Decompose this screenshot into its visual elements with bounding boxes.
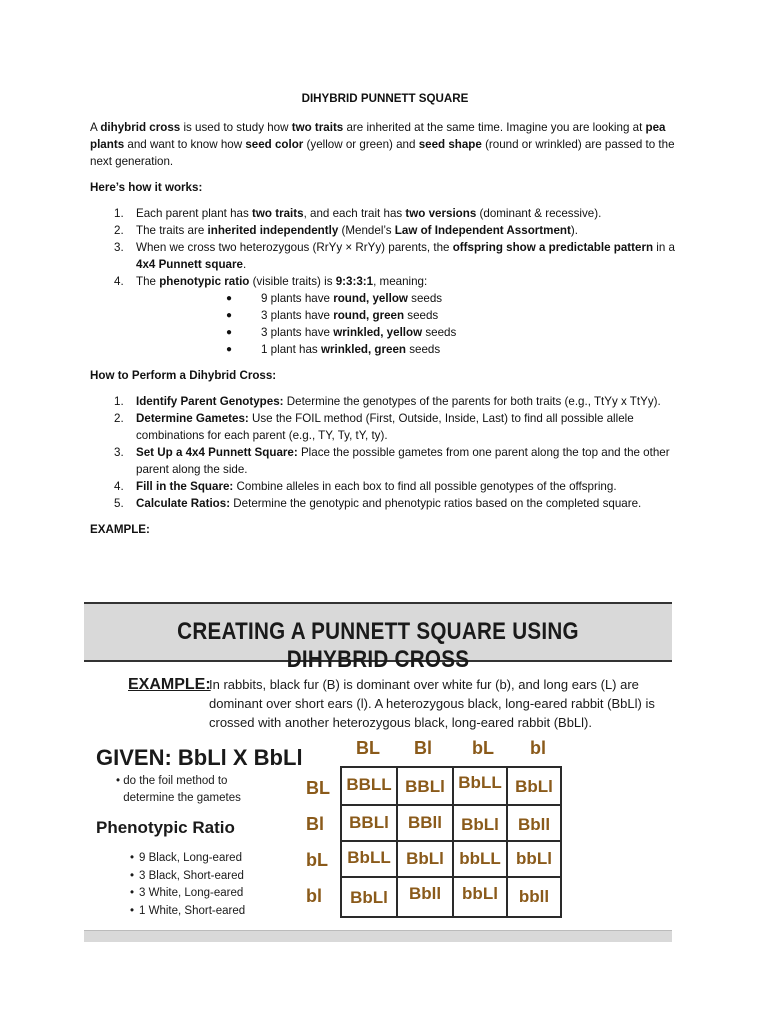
list-bold: 9:3:3:1 (335, 275, 374, 288)
list-text: The (136, 275, 160, 288)
list-text: Each parent plant has (136, 207, 253, 220)
bullet-text: 1 plant has (261, 343, 321, 356)
list-bold: offspring show a predictable pattern (452, 241, 654, 254)
perform-list (90, 393, 680, 512)
list-bold: 4x4 Punnett square (136, 258, 243, 271)
punnett-cell: BbLl (515, 777, 553, 796)
list-number: 5. (114, 497, 124, 510)
list-number: 1. (114, 395, 124, 408)
list-bold: Calculate Ratios: (136, 497, 231, 510)
punnett-cell: Bbll (408, 884, 442, 903)
intro-text: and want to know how (124, 138, 246, 151)
pheno-text: 9 Black, Long-eared (139, 852, 242, 864)
document-title: DIHYBRID PUNNETT SQUARE (301, 92, 469, 105)
bullet-item (136, 324, 680, 341)
punnett-cell: BbLl (350, 888, 388, 907)
figure-bottom-bar (84, 930, 672, 942)
document-body (90, 90, 680, 547)
bullet-item (136, 290, 680, 307)
punnett-cell: bbLl (516, 849, 552, 868)
punnett-square-figure (84, 602, 672, 940)
list-text: Determine the genotypic and phenotypic ratios based on the completed square. (230, 497, 642, 510)
list-number: 2. (114, 412, 124, 425)
intro-text: is used to study how (180, 121, 292, 134)
intro-bold: seed shape (418, 138, 482, 151)
bullet-icon: ● (226, 344, 233, 355)
pheno-text: 3 White, Long-eared (139, 887, 244, 899)
side-gamete: bL (306, 850, 328, 870)
list-text: Place the possible gametes from one parent along the top and the other parent along the side. (136, 446, 670, 476)
list-bold: Identify Parent Genotypes: (136, 395, 284, 408)
intro-bold: dihybrid cross (100, 121, 181, 134)
pheno-text: 1 White, Short-eared (139, 904, 246, 917)
list-text: (dominant & recessive). (476, 207, 602, 220)
list-text: , meaning: (373, 275, 428, 288)
perform-heading: How to Perform a Dihybrid Cross: (90, 369, 277, 382)
punnett-cell: BbLL (458, 773, 502, 792)
figure-title: CREATING A PUNNETT SQUARE USING DIHYBRID CROSS (177, 618, 579, 673)
list-bold: Determine Gametes: (136, 412, 249, 425)
bullet-icon: • (130, 869, 135, 882)
list-bold: Law of Independent Assortment (394, 224, 571, 237)
side-gamete: Bl (306, 814, 324, 834)
bullet-item (136, 307, 680, 324)
bullet-icon: • (130, 887, 135, 899)
punnett-cell: bbLL (459, 849, 501, 868)
intro-text: (round or wrinkled) are passed to the next generation. (90, 138, 675, 168)
figure-example-label: EXAMPLE: (128, 676, 211, 693)
punnett-cell: BbLL (347, 848, 391, 867)
list-item (90, 222, 680, 239)
punnett-cell: BbLl (406, 849, 444, 868)
list-number: 2. (114, 224, 124, 237)
list-bold: phenotypic ratio (159, 275, 250, 288)
list-text: Use the FOIL method (First, Outside, Inside, Last) to find all possible allele combinations for each parent (e.g., TY, Ty, tY, ty). (136, 412, 634, 442)
list-text: When we cross two heterozygous (RrYy × RrYy) parents, the (136, 241, 453, 254)
list-item (90, 444, 680, 478)
top-gamete: bl (530, 738, 546, 758)
list-item (90, 410, 680, 444)
phenotypic-ratio-list (130, 850, 245, 920)
punnett-grid (340, 766, 562, 918)
list-bold: inherited independently (207, 224, 339, 237)
list-bold: two traits (252, 207, 304, 220)
bullet-text: seeds (404, 309, 439, 322)
list-text: Combine alleles in each box to find all possible genotypes of the offspring. (233, 480, 617, 493)
list-item (130, 850, 245, 868)
how-it-works-list (90, 205, 680, 358)
intro-bold: seed color (245, 138, 304, 151)
intro-text: (yellow or green) and (303, 138, 419, 151)
punnett-cell: Bbll (517, 815, 551, 834)
bullet-bold: wrinkled, green (320, 343, 406, 356)
bullet-bold: wrinkled, yellow (333, 326, 423, 339)
list-item (130, 903, 245, 921)
list-item (90, 393, 680, 410)
figure-example-text: In rabbits, black fur (B) is dominant over white fur (b), and long ears (L) are dominant over short ears (l). A heterozygous black, long-eared rabbit (BbLl) is crossed with another heterozygous black, long-eared rabbit (BbLl). (209, 677, 655, 730)
intro-text: A (90, 121, 101, 134)
figure-banner (84, 602, 672, 673)
grid-line (342, 804, 560, 806)
list-number: 3. (114, 446, 124, 459)
top-gamete: BL (356, 738, 380, 758)
bullet-text: seeds (422, 326, 457, 339)
grid-line (342, 840, 560, 842)
list-bold: Fill in the Square: (136, 480, 234, 493)
intro-bold: two traits (291, 121, 344, 134)
bullet-icon: ● (226, 293, 233, 304)
phenotypic-ratio-title: Phenotypic Ratio (96, 818, 235, 837)
list-text: ). (570, 224, 578, 237)
bullet-text: 3 plants have (261, 309, 334, 322)
given-cross: GIVEN: BbLl X BbLl (96, 745, 303, 770)
top-gamete: Bl (414, 738, 432, 758)
pheno-text: 3 Black, Short-eared (139, 869, 244, 882)
ratio-bullet-list (136, 290, 680, 358)
list-number: 4. (114, 275, 124, 288)
list-bold: Set Up a 4x4 Punnett Square: (136, 446, 298, 459)
how-it-works-heading: Here’s how it works: (90, 181, 203, 194)
bullet-bold: round, yellow (333, 292, 408, 305)
bullet-text: 9 plants have (261, 292, 334, 305)
list-text: in a (653, 241, 675, 254)
list-number: 4. (114, 480, 124, 493)
list-item (90, 239, 680, 273)
punnett-cell: BBLl (349, 813, 389, 832)
punnett-cell: BBLl (405, 777, 445, 796)
intro-text: are inherited at the same time. Imagine you are looking at (343, 121, 646, 134)
list-number: 3. (114, 241, 124, 254)
list-text: , and each trait has (303, 207, 406, 220)
punnett-cell: BBLL (346, 775, 392, 794)
bullet-item (136, 341, 680, 358)
list-item (90, 273, 680, 358)
list-item (90, 495, 680, 512)
bullet-icon: ● (226, 310, 233, 321)
example-heading: EXAMPLE: (90, 523, 150, 536)
given-note (116, 773, 263, 807)
list-text: (Mendel’s (338, 224, 395, 237)
punnett-cell: bbll (518, 887, 550, 906)
punnett-cell: bbLl (462, 884, 498, 903)
list-text: (visible traits) is (249, 275, 336, 288)
intro-bold: pea plants (90, 121, 666, 151)
bullet-icon: • (130, 852, 135, 864)
list-number: 1. (114, 207, 124, 220)
bullet-text: seeds (406, 343, 441, 356)
side-gamete: BL (306, 778, 330, 798)
given-note-text: do the foil method to determine the gametes (123, 775, 241, 804)
top-gamete: bL (472, 738, 494, 758)
grid-line (342, 876, 560, 878)
bullet-icon: • (130, 904, 135, 917)
bullet-icon: ● (226, 327, 233, 338)
list-item (90, 478, 680, 495)
punnett-cell: BbLl (461, 815, 499, 834)
bullet-bold: round, green (333, 309, 405, 322)
list-item (130, 885, 245, 903)
bullet-text: seeds (407, 292, 443, 305)
list-text: The traits are (136, 224, 208, 237)
intro-paragraph (90, 119, 680, 170)
bullet-icon: • (116, 775, 124, 787)
list-item (130, 868, 245, 886)
bullet-text: 3 plants have (261, 326, 334, 339)
list-text: Determine the genotypes of the parents for both traits (e.g., TtYy x TtYy). (283, 395, 661, 408)
punnett-cell: BBll (408, 813, 442, 832)
list-bold: two versions (405, 207, 477, 220)
list-text: . (242, 258, 247, 271)
list-item (90, 205, 680, 222)
side-gamete: bl (306, 886, 322, 906)
